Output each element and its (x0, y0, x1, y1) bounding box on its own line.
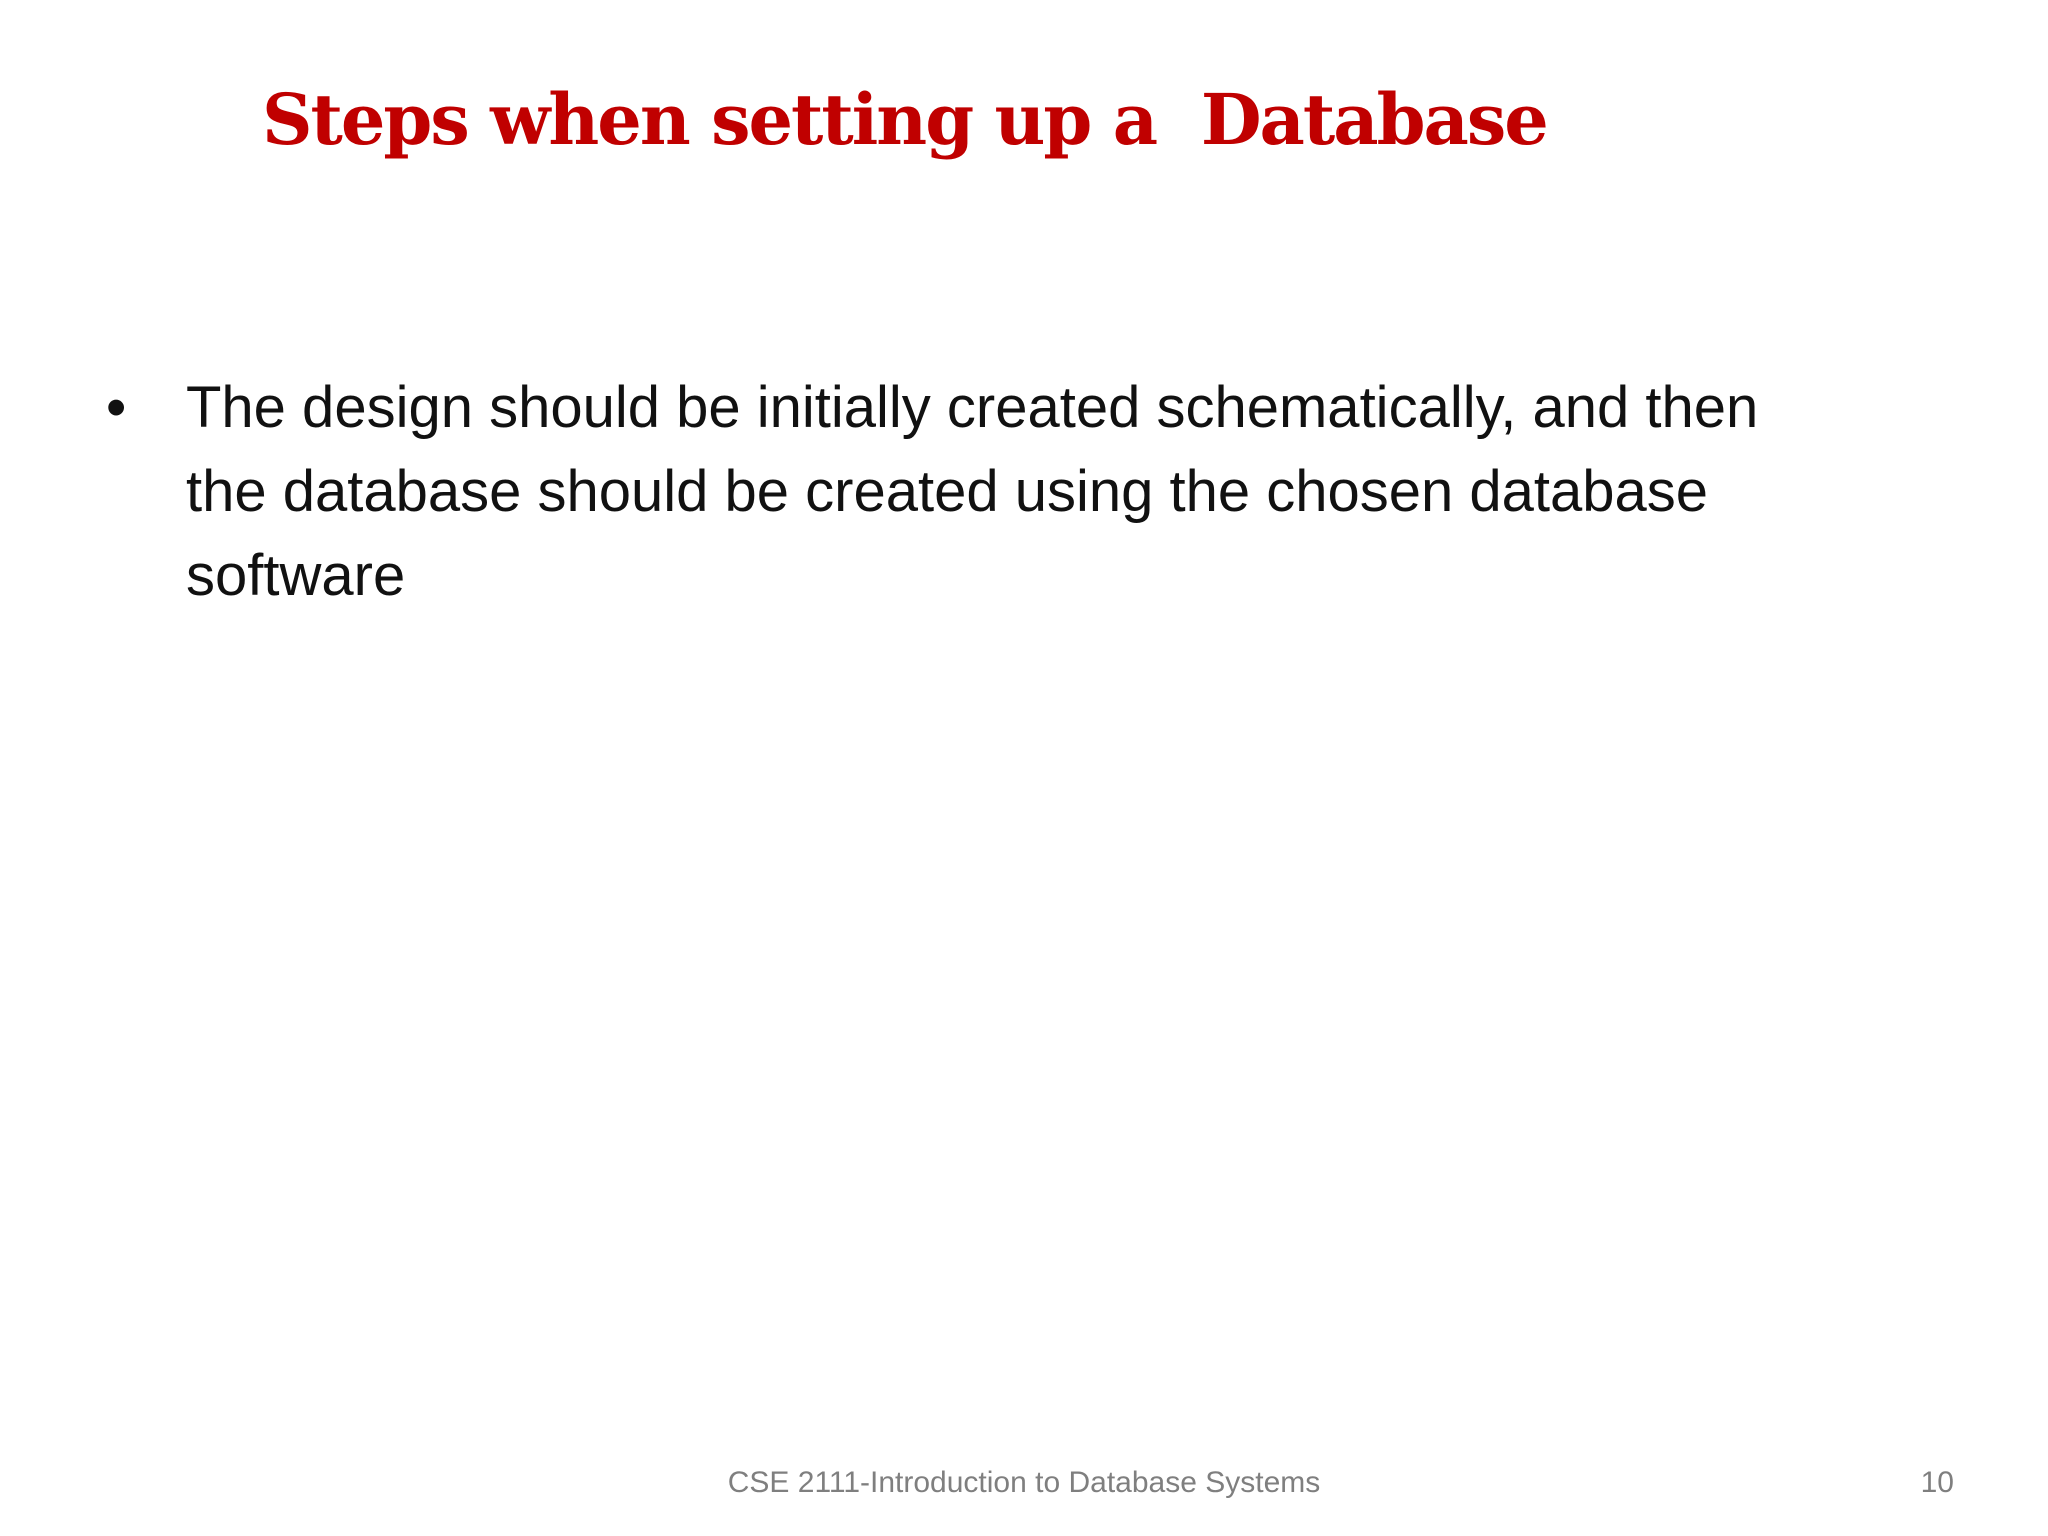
slide-title: Steps when setting up a Database (262, 78, 1547, 161)
footer-course-name: CSE 2111-Introduction to Database Systems (727, 1466, 1321, 1499)
slide-page-number: 10 (1920, 1466, 1954, 1499)
bullet-item (100, 366, 1820, 618)
bullet-text: The design should be initially created schematically, and then the database should be created using the chosen database software (186, 375, 1759, 608)
bullet-marker: • (106, 375, 127, 440)
slide-content (100, 366, 1820, 618)
bullet-list (100, 366, 1820, 618)
